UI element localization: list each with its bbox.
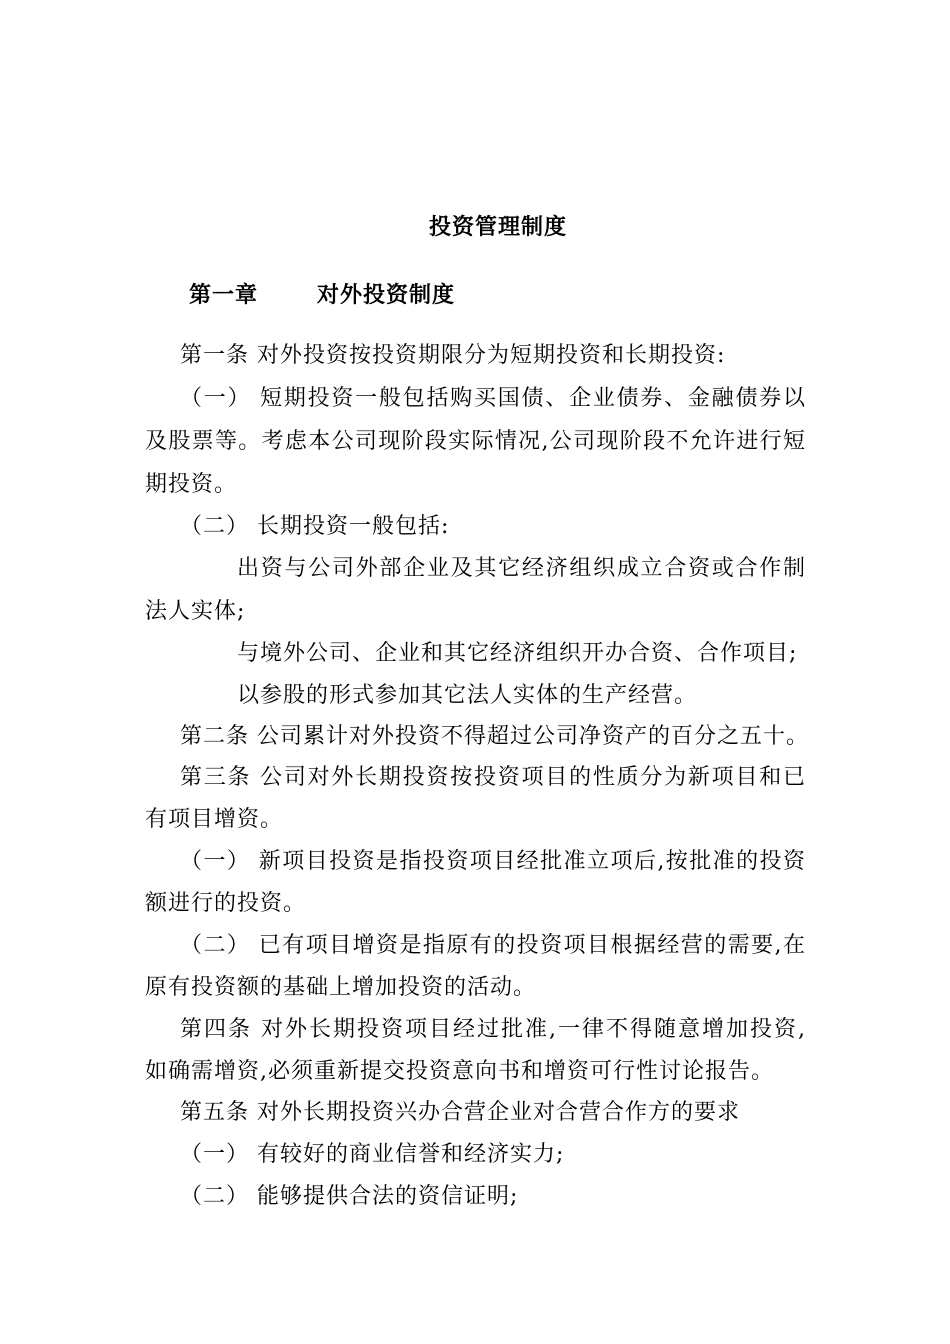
article-1-item-2-line: （二） 长期投资一般包括: — [180, 514, 450, 539]
article-3-line-1: 第三条 公司对外长期投资按投资项目的性质分为新项目和已 — [180, 765, 806, 790]
article-1-item-1-line-1: （一） 短期投资一般包括购买国债、企业债券、金融债券以 — [180, 386, 806, 411]
article-2-line: 第二条 公司累计对外投资不得超过公司净资产的百分之五十。 — [180, 724, 809, 749]
article-3-item-1-line-1: （一） 新项目投资是指投资项目经批准立项后,按批准的投资 — [180, 849, 806, 874]
article-1-item-2-sub-1-line-1: 出资与公司外部企业及其它经济组织成立合资或合作制 — [237, 556, 806, 581]
document-title: 投资管理制度 — [428, 215, 567, 240]
article-1-item-1-line-3: 期投资。 — [145, 472, 238, 497]
article-1-item-2-sub-3-line: 以参股的形式参加其它法人实体的生产经营。 — [237, 683, 698, 708]
article-1-item-2-sub-1-line-2: 法人实体; — [145, 599, 246, 624]
article-5-item-2-line: （二） 能够提供合法的资信证明; — [180, 1184, 519, 1209]
article-3-item-2-line-1: （二） 已有项目增资是指原有的投资项目根据经营的需要,在 — [180, 933, 806, 958]
article-3-line-2: 有项目增资。 — [145, 807, 284, 832]
article-3-item-1-line-2: 额进行的投资。 — [145, 891, 307, 916]
article-1-line: 第一条 对外投资按投资期限分为短期投资和长期投资: — [180, 343, 726, 368]
article-1-item-1-line-2: 及股票等。考虑本公司现阶段实际情况,公司现阶段不允许进行短 — [145, 429, 806, 454]
article-5-line: 第五条 对外长期投资兴办合营企业对合营合作方的要求 — [180, 1100, 740, 1125]
article-4-line-1: 第四条 对外长期投资项目经过批准,一律不得随意增加投资, — [180, 1017, 806, 1042]
chapter-number: 第一章 — [189, 283, 259, 308]
article-3-item-2-line-2: 原有投资额的基础上增加投资的活动。 — [145, 975, 537, 1000]
article-4-line-2: 如确需增资,必须重新提交投资意向书和增资可行性讨论报告。 — [145, 1059, 774, 1084]
article-1-item-2-sub-2-line: 与境外公司、企业和其它经济组织开办合资、合作项目; — [237, 641, 798, 666]
article-5-item-1-line: （一） 有较好的商业信誉和经济实力; — [180, 1142, 565, 1167]
chapter-name: 对外投资制度 — [317, 283, 456, 308]
